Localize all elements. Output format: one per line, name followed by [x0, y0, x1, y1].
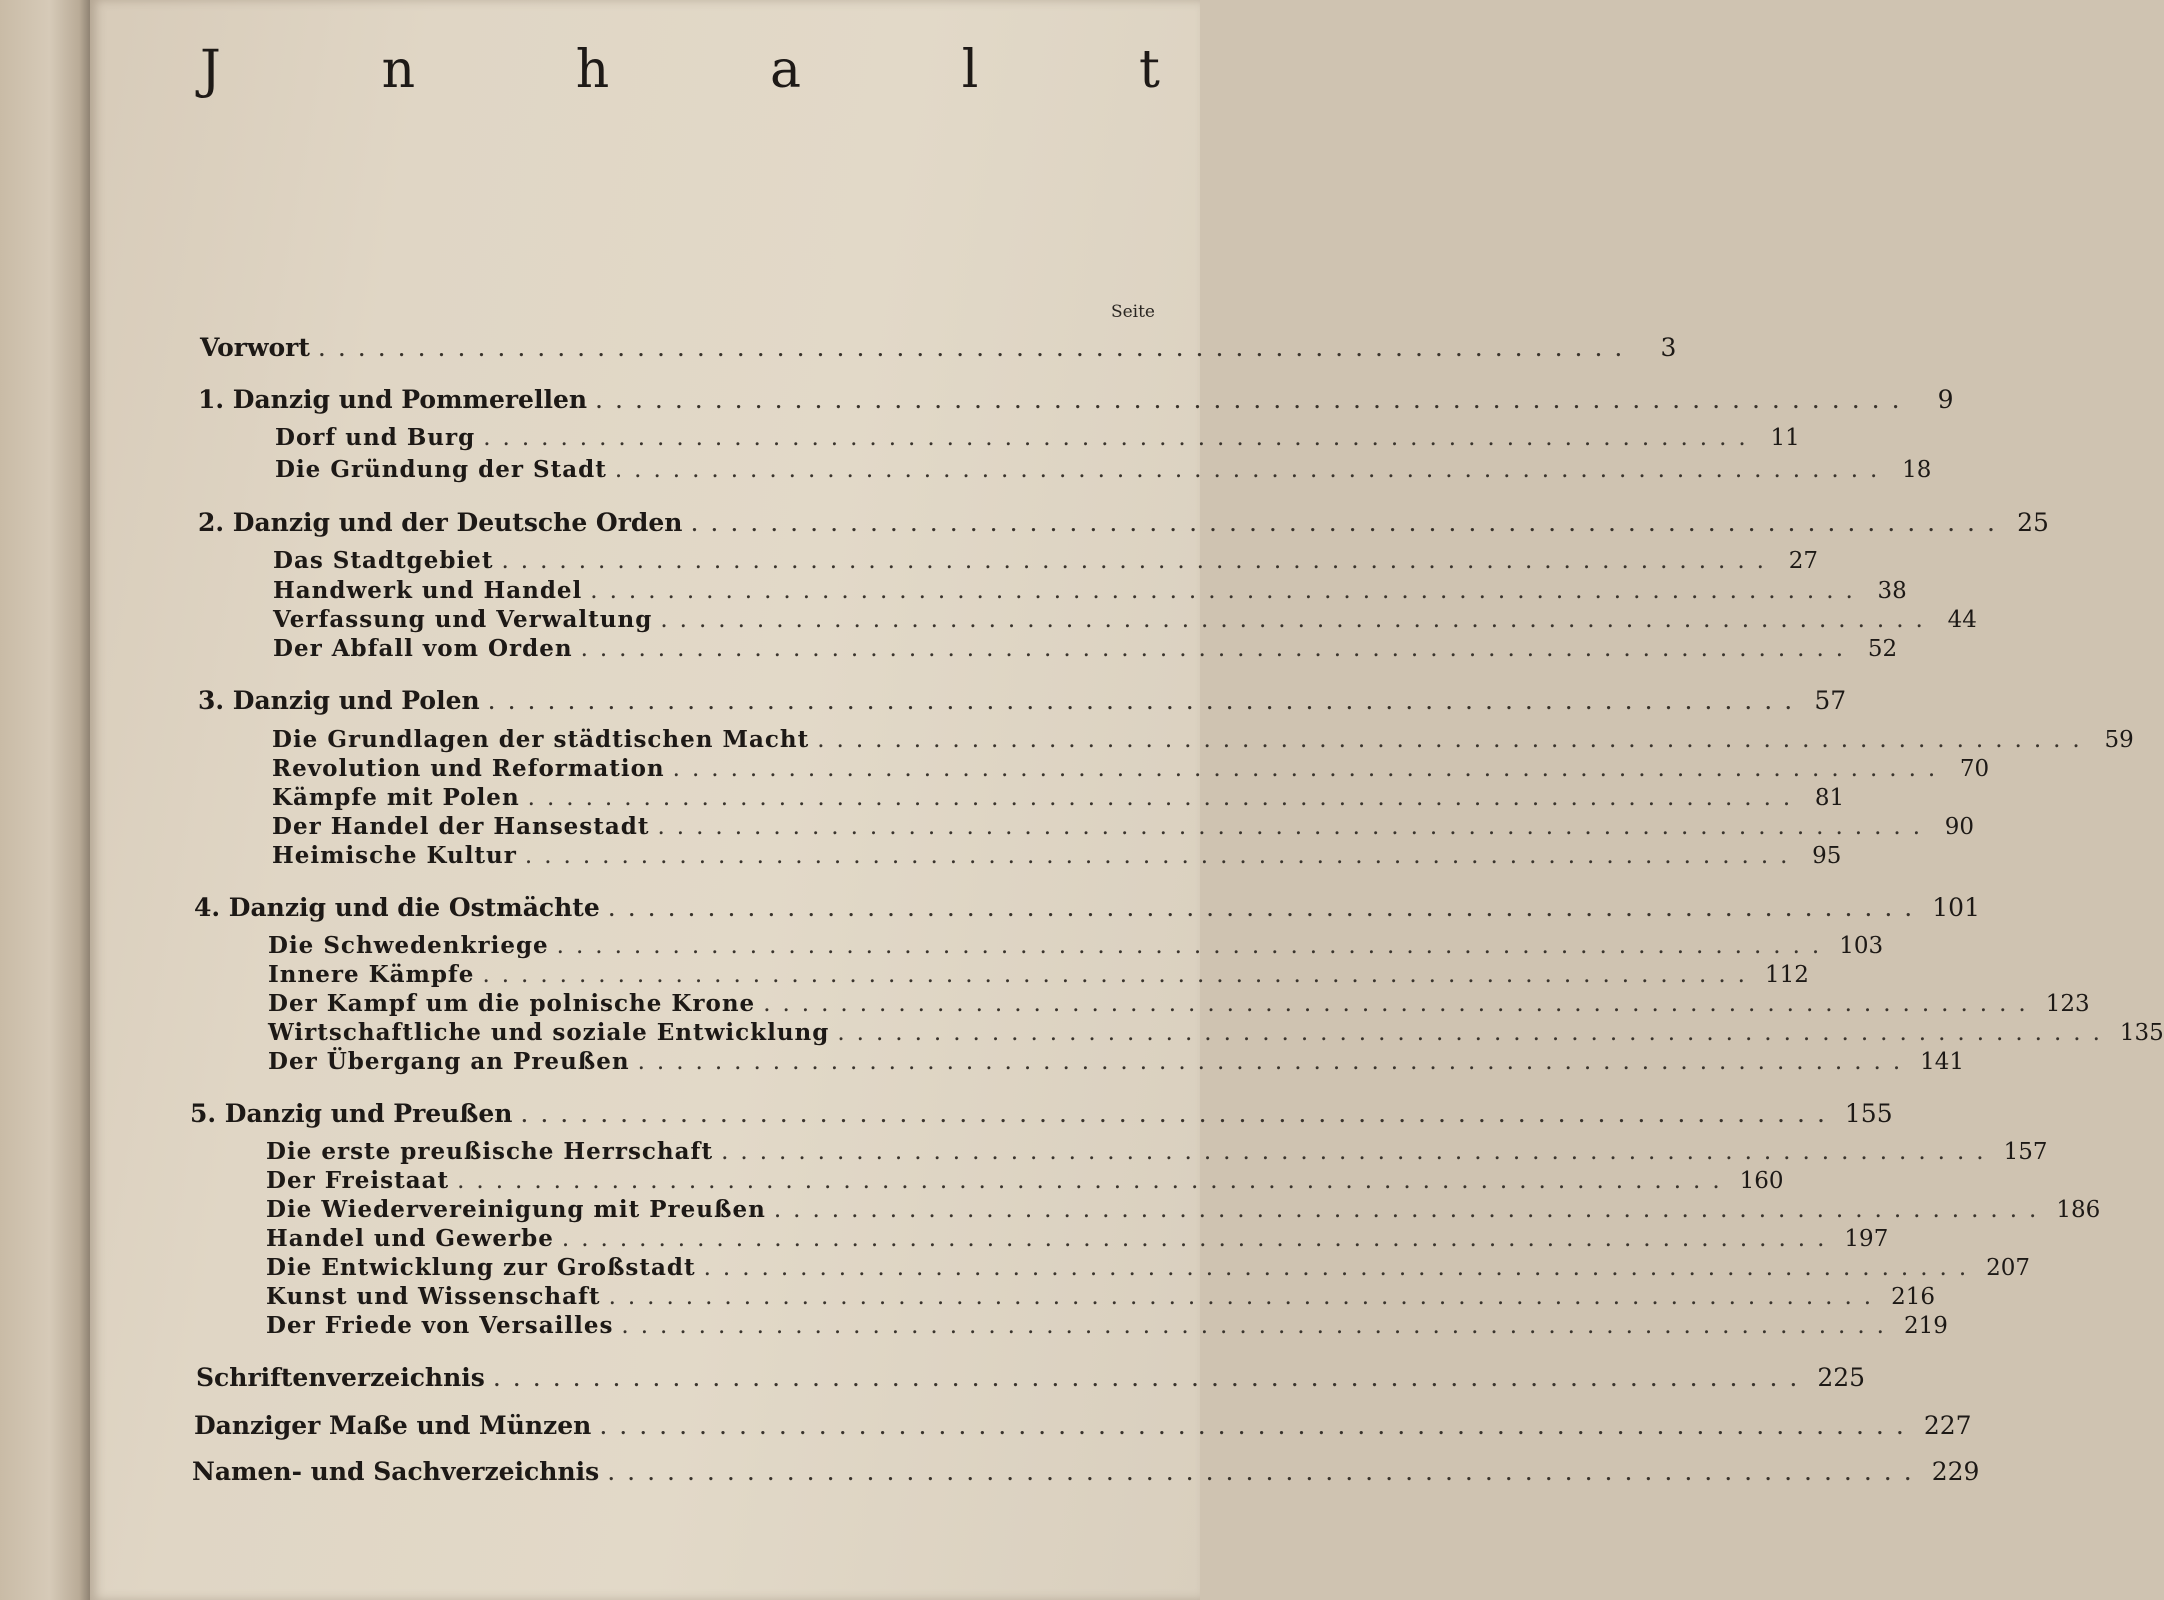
- toc-entry-label: Der Abfall vom Orden: [273, 635, 573, 662]
- toc-entry-label: Die erste preußische Herrschaft: [266, 1138, 714, 1165]
- toc-entry: [275, 424, 1800, 451]
- toc-entry: [268, 990, 2090, 1017]
- toc-entry-label: Wirtschaftliche und soziale Entwicklung: [268, 1019, 830, 1046]
- leader-dots: ..................................................................: [817, 727, 2092, 753]
- toc-entry-page: 95: [1812, 843, 1842, 869]
- toc-entry: [198, 385, 1954, 414]
- leader-dots: ..................................................................: [672, 756, 1948, 782]
- toc-entry: [190, 1099, 1893, 1128]
- leader-dots: ..................................................................: [621, 1313, 1896, 1339]
- toc-entry-page: 3: [1660, 333, 1677, 362]
- leader-dots: ..................................................................: [487, 686, 1805, 715]
- toc-entry-page: 25: [2017, 508, 2049, 537]
- leader-dots: ..................................................................: [524, 843, 1800, 869]
- toc-entry-page: 81: [1814, 785, 1845, 811]
- toc-entry: [198, 508, 2049, 537]
- toc-entry-label: 4. Danzig und die Ostmächte: [194, 893, 600, 922]
- toc-entry-label: Dorf und Burg: [275, 424, 476, 451]
- toc-entry: [198, 686, 1847, 715]
- toc-entry-label: Kunst und Wissenschaft: [266, 1283, 601, 1310]
- leader-dots: ..................................................................: [607, 893, 1925, 922]
- toc-entry-label: 1. Danzig und Pommerellen: [198, 385, 588, 414]
- toc-entry-page: 11: [1770, 425, 1800, 451]
- toc-entry: [266, 1283, 1935, 1310]
- leader-dots: ..................................................................: [614, 457, 1890, 483]
- toc-entry-page: 90: [1944, 814, 1975, 840]
- leader-dots: ..................................................................: [520, 1099, 1837, 1128]
- toc-entry: [266, 1312, 1948, 1339]
- title-letter: h: [575, 40, 610, 100]
- toc-entry-page: 229: [1931, 1457, 1980, 1486]
- leader-dots: ..................................................................: [599, 1411, 1916, 1440]
- toc-entry-label: Innere Kämpfe: [268, 961, 475, 988]
- table-of-contents: [90, 0, 2164, 1600]
- toc-entry: [272, 755, 1990, 782]
- toc-entry-page: 155: [1844, 1099, 1893, 1128]
- leader-dots: ..................................................................: [527, 785, 1803, 811]
- toc-entry-label: Verfassung und Verwaltung: [273, 606, 653, 633]
- leader-dots: ..................................................................: [608, 1284, 1884, 1310]
- leader-dots: ..................................................................: [637, 1049, 1913, 1075]
- toc-entry: [266, 1167, 1784, 1194]
- toc-entry-label: Handel und Gewerbe: [266, 1225, 554, 1252]
- toc-entry-label: Revolution und Reformation: [272, 755, 665, 782]
- toc-entry-page: 207: [1986, 1255, 2031, 1281]
- toc-entry-page: 18: [1902, 457, 1932, 483]
- toc-entry: [273, 547, 1818, 574]
- toc-entry: [268, 1048, 1965, 1075]
- toc-entry-label: Schriftenverzeichnis: [196, 1363, 485, 1392]
- title-letter: J: [200, 40, 221, 100]
- toc-entry-page: 59: [2104, 727, 2134, 753]
- toc-entry: [196, 1363, 1866, 1392]
- toc-entry-page: 219: [1903, 1313, 1948, 1339]
- toc-entry: [200, 333, 1677, 362]
- toc-entry-label: 3. Danzig und Polen: [198, 686, 480, 715]
- toc-entry-page: 141: [1920, 1049, 1965, 1075]
- toc-entry-page: 27: [1788, 548, 1818, 574]
- leader-dots: ..................................................................: [590, 578, 1865, 604]
- leader-dots: ..................................................................: [482, 962, 1757, 988]
- title-letter: n: [381, 40, 416, 100]
- toc-entry-page: 225: [1817, 1363, 1866, 1392]
- book-gutter: [0, 0, 90, 1600]
- leader-dots: ..................................................................: [483, 425, 1758, 451]
- toc-entry-page: 157: [2003, 1139, 2048, 1165]
- toc-entry-label: Namen- und Sachverzeichnis: [192, 1457, 600, 1486]
- leader-dots: ..................................................................: [773, 1197, 2049, 1223]
- leader-dots: ..................................................................: [660, 607, 1935, 633]
- toc-entry: [266, 1196, 2101, 1223]
- leader-dots: ..................................................................: [492, 1363, 1810, 1392]
- toc-entry: [266, 1225, 1889, 1252]
- leader-dots: ..................................................................: [703, 1255, 1979, 1281]
- toc-entry-label: Die Grundlagen der städtischen Macht: [272, 726, 810, 753]
- toc-entry-label: Die Wiedervereinigung mit Preußen: [266, 1196, 766, 1223]
- leader-dots: ..................................................................: [657, 814, 1933, 840]
- toc-entry: [272, 726, 2134, 753]
- toc-entry: [272, 813, 1975, 840]
- toc-entry: [268, 961, 1809, 988]
- toc-entry-label: 5. Danzig und Preußen: [190, 1099, 513, 1128]
- leader-dots: ..................................................................: [317, 333, 1635, 362]
- toc-entry-page: 38: [1877, 578, 1907, 604]
- toc-entry: [273, 635, 1898, 662]
- leader-dots: ..................................................................: [837, 1020, 2112, 1046]
- toc-entry-label: Die Entwicklung zur Großstadt: [266, 1254, 696, 1281]
- leader-dots: ..................................................................: [457, 1168, 1732, 1194]
- toc-entry-page: 44: [1947, 607, 1977, 633]
- toc-entry-page: 135: [2119, 1020, 2164, 1046]
- toc-entry-page: 227: [1923, 1411, 1972, 1440]
- toc-entry-label: Der Handel der Hansestadt: [272, 813, 650, 840]
- page-column-header: Seite: [1110, 302, 1155, 322]
- book-page: [90, 0, 2164, 1600]
- toc-entry-label: Danziger Maße und Münzen: [194, 1411, 592, 1440]
- leader-dots: ..................................................................: [721, 1139, 1996, 1165]
- toc-entry-label: Der Übergang an Preußen: [268, 1048, 630, 1075]
- toc-entry-page: 9: [1937, 385, 1954, 414]
- leader-dots: ..................................................................: [595, 385, 1912, 414]
- toc-entry-label: Heimische Kultur: [272, 842, 517, 869]
- title-letter: t: [1139, 40, 1160, 100]
- toc-entry: [272, 842, 1842, 869]
- toc-entry-page: 160: [1739, 1168, 1784, 1194]
- toc-entry: [266, 1254, 2031, 1281]
- toc-entry: [266, 1138, 2048, 1165]
- toc-entry: [192, 1457, 1980, 1486]
- toc-entry-page: 186: [2056, 1197, 2101, 1223]
- toc-entry-page: 70: [1959, 756, 1990, 782]
- toc-entry: [275, 456, 1932, 483]
- leader-dots: ..................................................................: [607, 1457, 1924, 1486]
- toc-entry-label: Der Freistaat: [266, 1167, 450, 1194]
- toc-entry: [268, 1019, 2164, 1046]
- toc-entry: [194, 893, 1980, 922]
- toc-entry-label: 2. Danzig und der Deutsche Orden: [198, 508, 683, 537]
- title-letter: a: [769, 40, 801, 100]
- toc-entry-label: Der Kampf um die polnische Krone: [268, 990, 756, 1017]
- toc-entry: [273, 577, 1907, 604]
- toc-entry-label: Handwerk und Handel: [273, 577, 583, 604]
- leader-dots: ..................................................................: [561, 1226, 1837, 1252]
- toc-entry-page: 197: [1844, 1226, 1889, 1252]
- toc-entry-page: 57: [1814, 686, 1847, 715]
- toc-entry-page: 101: [1932, 893, 1980, 922]
- toc-entry-page: 103: [1839, 933, 1884, 959]
- toc-entry: [273, 606, 1977, 633]
- toc-entry-page: 123: [2045, 991, 2090, 1017]
- toc-entry-label: Der Friede von Versailles: [266, 1312, 614, 1339]
- leader-dots: ..................................................................: [763, 991, 2038, 1017]
- toc-entry-label: Kämpfe mit Polen: [272, 784, 520, 811]
- toc-entry-page: 216: [1891, 1284, 1935, 1310]
- leader-dots: ..................................................................: [501, 548, 1776, 574]
- toc-entry-page: 112: [1764, 962, 1809, 988]
- toc-entry: [272, 784, 1845, 811]
- toc-entry: [268, 932, 1884, 959]
- toc-entry-page: 52: [1867, 636, 1898, 662]
- toc-entry-label: Die Schwedenkriege: [268, 932, 549, 959]
- toc-entry: [194, 1411, 1972, 1440]
- leader-dots: ..................................................................: [690, 508, 2007, 537]
- toc-entry-label: Das Stadtgebiet: [273, 547, 494, 574]
- title-letter: l: [961, 40, 979, 100]
- toc-entry-label: Die Gründung der Stadt: [275, 456, 607, 483]
- leader-dots: ..................................................................: [580, 636, 1856, 662]
- toc-entry-label: Vorwort: [200, 333, 310, 362]
- leader-dots: ..................................................................: [556, 933, 1832, 959]
